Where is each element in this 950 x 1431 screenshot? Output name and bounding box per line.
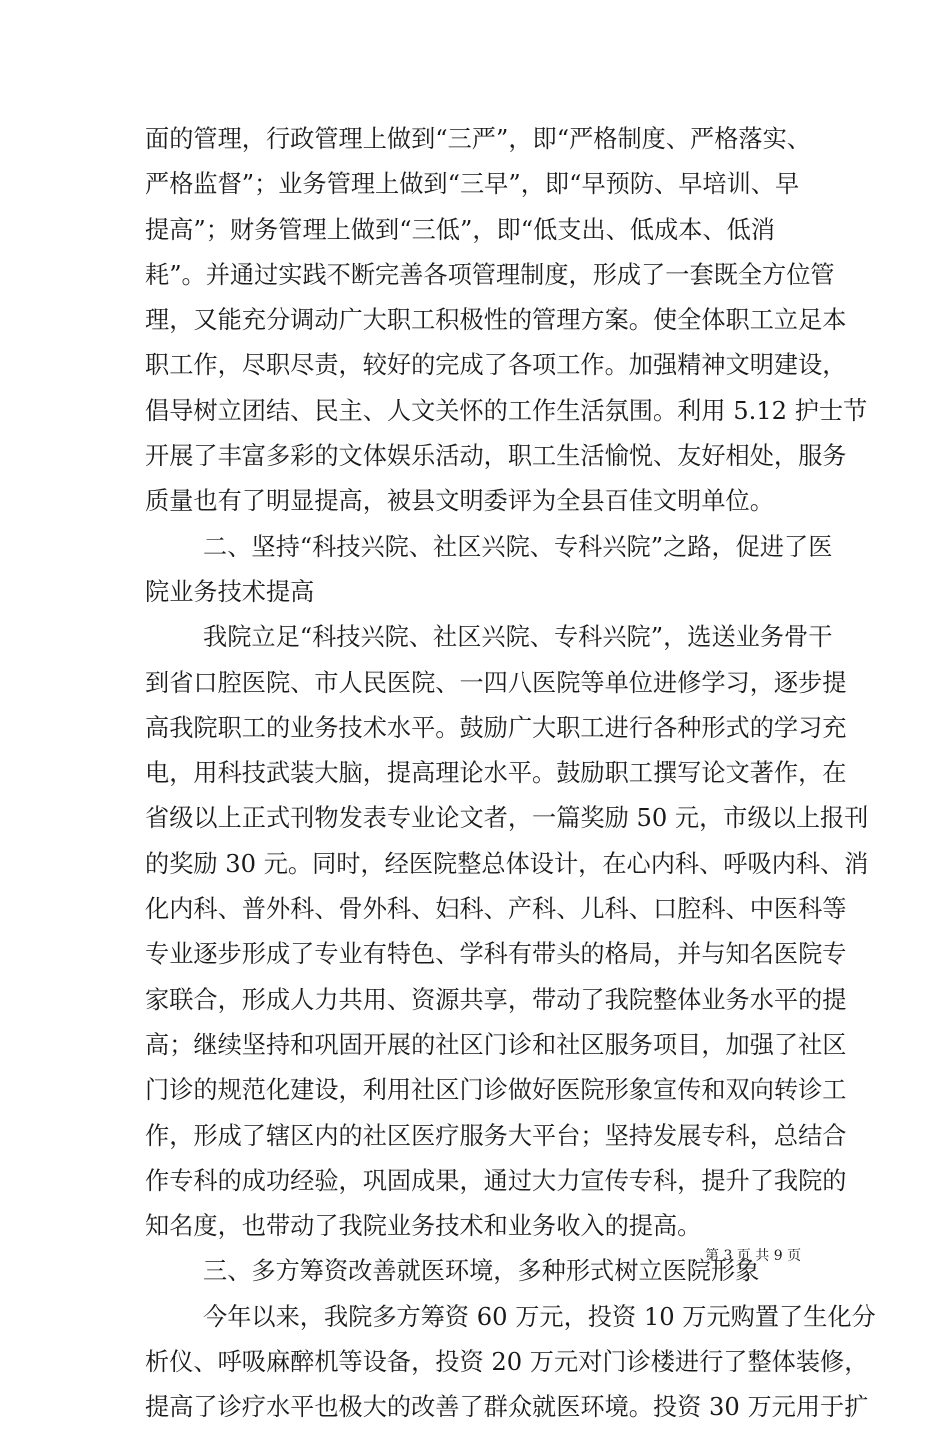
page-number-footer: 第 3 页 共 9 页 bbox=[705, 1248, 802, 1264]
section-heading-3: 三、多方筹资改善就医环境，多种形式树立医院形象 bbox=[203, 1257, 760, 1286]
text-line: 提高了诊疗水平也极大的改善了群众就医环境。投资 30 万元用于扩 bbox=[145, 1393, 869, 1422]
text-line: 高我院职工的业务技术水平。鼓励广大职工进行各种形式的学习充 bbox=[145, 713, 847, 742]
text-line: 知名度，也带动了我院业务技术和业务收入的提高。 bbox=[145, 1212, 702, 1241]
text-line: 省级以上正式刊物发表专业论文者，一篇奖励 50 元，市级以上报刊 bbox=[145, 804, 869, 833]
body-text bbox=[145, 117, 876, 1431]
text-line: 职工作，尽职尽责，较好的完成了各项工作。加强精神文明建设， bbox=[145, 351, 847, 380]
section-heading-2-cont: 院业务技术提高 bbox=[145, 577, 315, 606]
text-line: 提高”；财务管理上做到“三低”，即“低支出、低成本、低消 bbox=[145, 215, 775, 244]
text-line: 化内科、普外科、骨外科、妇科、产科、儿科、口腔科、中医科等 bbox=[145, 895, 847, 924]
text-line: 开展了丰富多彩的文体娱乐活动，职工生活愉悦、友好相处，服务 bbox=[145, 442, 847, 471]
text-line: 的奖励 30 元。同时，经医院整总体设计，在心内科、呼吸内科、消 bbox=[145, 849, 869, 878]
paragraph-start: 我院立足“科技兴院、社区兴院、专科兴院”，选送业务骨干 bbox=[203, 623, 833, 652]
text-line: 作，形成了辖区内的社区医疗服务大平台；坚持发展专科，总结合 bbox=[145, 1121, 847, 1150]
text-line: 电，用科技武装大脑，提高理论水平。鼓励职工撰写论文著作，在 bbox=[145, 759, 847, 788]
text-line: 倡导树立团结、民主、人文关怀的工作生活氛围。利用 5.12 护士节 bbox=[145, 396, 868, 425]
section-heading-2: 二、坚持“科技兴院、社区兴院、专科兴院”之路，促进了医 bbox=[203, 532, 833, 561]
text-line: 到省口腔医院、市人民医院、一四八医院等单位进修学习，逐步提 bbox=[145, 668, 847, 697]
text-line: 作专科的成功经验，巩固成果，通过大力宣传专科，提升了我院的 bbox=[145, 1166, 847, 1195]
text-line: 门诊的规范化建设，利用社区门诊做好医院形象宣传和双向转诊工 bbox=[145, 1076, 847, 1105]
paragraph-start: 今年以来，我院多方筹资 60 万元，投资 10 万元购置了生化分 bbox=[203, 1302, 876, 1331]
text-line: 面的管理，行政管理上做到“三严”，即“严格制度、严格落实、 bbox=[145, 125, 811, 153]
text-line: 专业逐步形成了专业有特色、学科有带头的格局，并与知名医院专 bbox=[145, 940, 847, 969]
text-line: 耗”。并通过实践不断完善各项管理制度，形成了一套既全方位管 bbox=[145, 260, 835, 289]
text-line: 析仪、呼吸麻醉机等设备，投资 20 万元对门诊楼进行了整体装修， bbox=[145, 1348, 869, 1377]
text-line: 理，又能充分调动广大职工积极性的管理方案。使全体职工立足本 bbox=[145, 306, 847, 335]
text-line: 质量也有了明显提高，被县文明委评为全县百佳文明单位。 bbox=[145, 487, 774, 516]
text-line: 高；继续坚持和巩固开展的社区门诊和社区服务项目，加强了社区 bbox=[145, 1030, 847, 1059]
text-line: 家联合，形成人力共用、资源共享，带动了我院整体业务水平的提 bbox=[145, 985, 847, 1014]
text-line: 严格监督”；业务管理上做到“三早”，即“早预防、早培训、早 bbox=[145, 170, 800, 199]
